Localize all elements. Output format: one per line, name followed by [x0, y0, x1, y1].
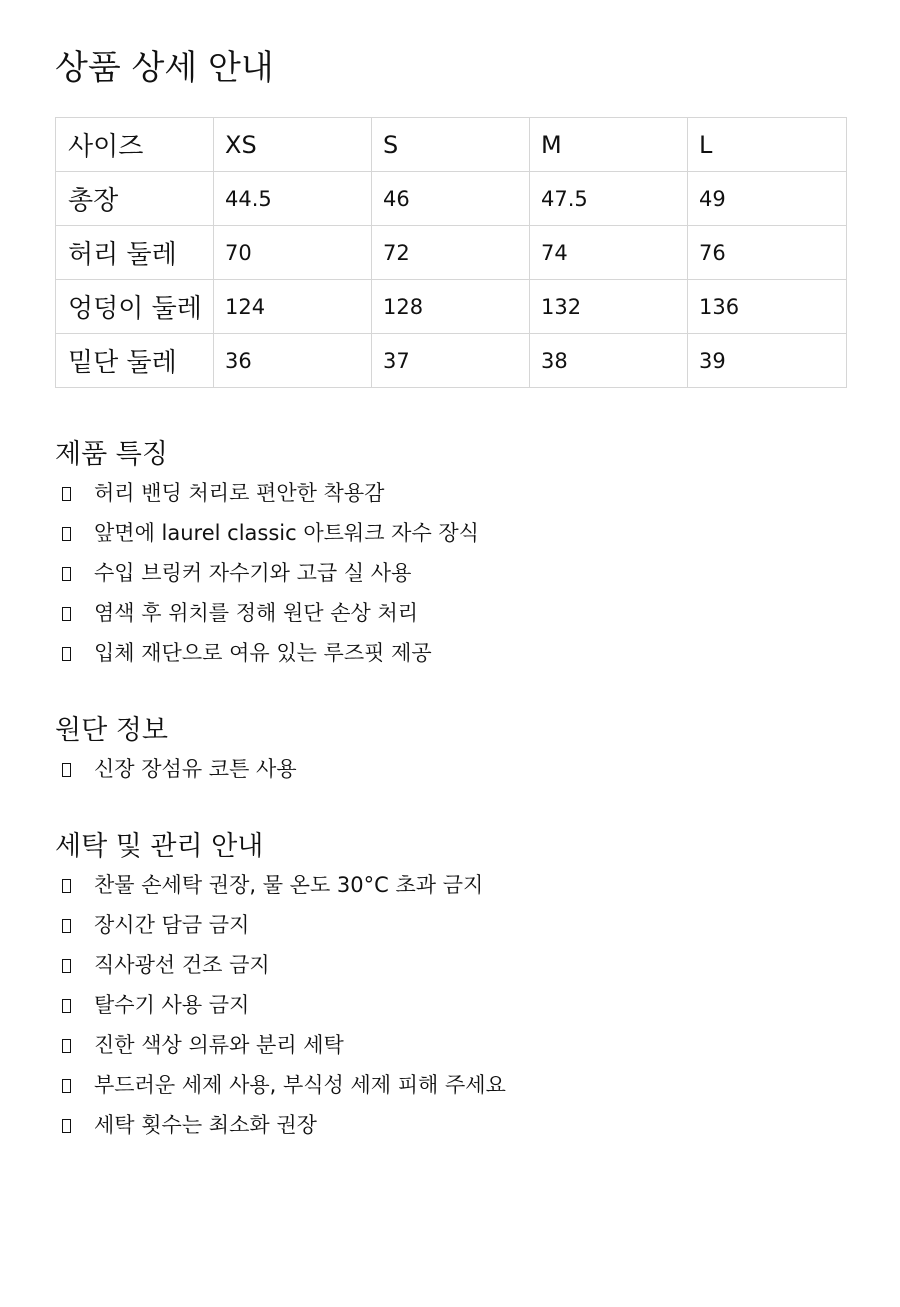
list-item — [55, 907, 846, 947]
table-cell: 36 — [214, 334, 372, 388]
size-table-row — [56, 172, 847, 226]
bullet-box-icon — [62, 1119, 71, 1133]
list-item-text: 염색 후 위치를 정해 원단 손상 처리 — [94, 601, 419, 625]
bullet-box-icon — [62, 1079, 71, 1093]
list-item-text: 장시간 담금 금지 — [94, 913, 250, 937]
list-item-text: 수입 브링커 자수기와 고급 실 사용 — [94, 561, 412, 585]
table-cell: 136 — [688, 280, 847, 334]
list-item-text: 입체 재단으로 여유 있는 루즈핏 제공 — [94, 641, 432, 665]
row-label-hip: 엉덩이 둘레 — [56, 280, 214, 334]
bullet-box-icon — [62, 763, 71, 777]
list-item-text: 진한 색상 의류와 분리 세탁 — [94, 1033, 344, 1057]
list-item-text: 탈수기 사용 금지 — [94, 993, 250, 1017]
table-cell: 38 — [530, 334, 688, 388]
size-table-header-row — [56, 118, 847, 172]
fabric-section — [55, 713, 846, 791]
list-item — [55, 555, 846, 595]
table-cell: 44.5 — [214, 172, 372, 226]
page-title: 상품 상세 안내 — [55, 48, 274, 88]
list-item-text: 앞면에 laurel classic 아트워크 자수 장식 — [94, 521, 479, 545]
list-item-text: 세탁 횟수는 최소화 권장 — [94, 1113, 317, 1137]
size-table — [55, 117, 847, 388]
row-label-total-length: 총장 — [56, 172, 214, 226]
bullet-box-icon — [62, 607, 71, 621]
table-cell: 46 — [372, 172, 530, 226]
row-label-waist: 허리 둘레 — [56, 226, 214, 280]
care-list — [55, 867, 846, 1147]
row-label-hem: 밑단 둘레 — [56, 334, 214, 388]
table-cell: 47.5 — [530, 172, 688, 226]
list-item — [55, 751, 846, 791]
list-item — [55, 947, 846, 987]
features-section — [55, 437, 846, 675]
size-header-s: S — [372, 118, 530, 172]
list-item — [55, 595, 846, 635]
list-item — [55, 1027, 846, 1067]
table-cell: 132 — [530, 280, 688, 334]
table-cell: 37 — [372, 334, 530, 388]
table-cell: 72 — [372, 226, 530, 280]
bullet-box-icon — [62, 879, 71, 893]
features-list — [55, 475, 846, 675]
fabric-list — [55, 751, 846, 791]
list-item-text: 신장 장섬유 코튼 사용 — [94, 757, 297, 781]
care-section — [55, 829, 846, 1147]
size-table-row — [56, 226, 847, 280]
list-item — [55, 867, 846, 907]
table-cell: 49 — [688, 172, 847, 226]
table-cell: 128 — [372, 280, 530, 334]
size-header-xs: XS — [214, 118, 372, 172]
list-item — [55, 635, 846, 675]
list-item — [55, 475, 846, 515]
bullet-box-icon — [62, 999, 71, 1013]
size-header-l: L — [688, 118, 847, 172]
list-item — [55, 987, 846, 1027]
features-heading: 제품 특징 — [55, 439, 168, 470]
size-table-row — [56, 334, 847, 388]
bullet-box-icon — [62, 1039, 71, 1053]
table-cell: 39 — [688, 334, 847, 388]
size-header-m: M — [530, 118, 688, 172]
care-heading: 세탁 및 관리 안내 — [55, 831, 264, 862]
bullet-box-icon — [62, 567, 71, 581]
size-header-label: 사이즈 — [56, 118, 214, 172]
fabric-heading: 원단 정보 — [55, 715, 168, 746]
list-item-text: 찬물 손세탁 권장, 물 온도 30°C 초과 금지 — [94, 873, 484, 897]
bullet-box-icon — [62, 959, 71, 973]
bullet-box-icon — [62, 919, 71, 933]
bullet-box-icon — [62, 647, 71, 661]
list-item-text: 허리 밴딩 처리로 편안한 착용감 — [94, 481, 385, 505]
list-item — [55, 515, 846, 555]
table-cell: 76 — [688, 226, 847, 280]
list-item-text: 직사광선 건조 금지 — [94, 953, 270, 977]
table-cell: 74 — [530, 226, 688, 280]
bullet-box-icon — [62, 527, 71, 541]
list-item-text: 부드러운 세제 사용, 부식성 세제 피해 주세요 — [94, 1073, 506, 1097]
bullet-box-icon — [62, 487, 71, 501]
table-cell: 70 — [214, 226, 372, 280]
list-item — [55, 1107, 846, 1147]
list-item — [55, 1067, 846, 1107]
size-table-row — [56, 280, 847, 334]
table-cell: 124 — [214, 280, 372, 334]
